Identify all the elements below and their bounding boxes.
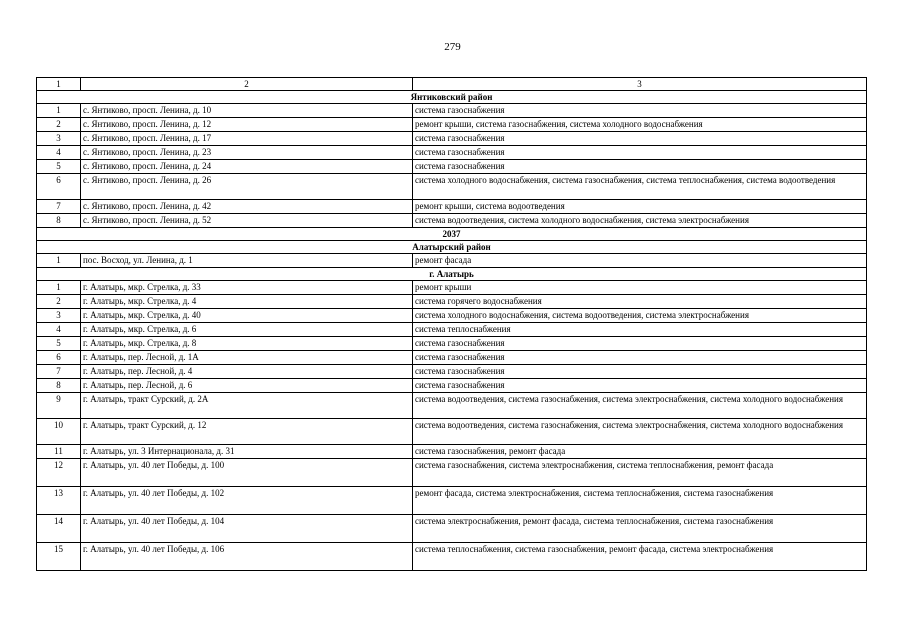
works-cell: система водоотведения, система газоснабжения, система электроснабжения, система холодного водоснабжения: [413, 419, 867, 445]
table-row: [37, 118, 867, 132]
address-cell: с. Янтиково, просп. Ленина, д. 24: [81, 160, 413, 174]
table-row: [37, 487, 867, 515]
address-cell: г. Алатырь, ул. 40 лет Победы, д. 104: [81, 515, 413, 543]
row-number: 12: [37, 459, 81, 487]
row-number: 1: [37, 254, 81, 268]
address-cell: г. Алатырь, пер. Лесной, д. 6: [81, 379, 413, 393]
row-number: 3: [37, 132, 81, 146]
column-header-1: 1: [37, 78, 81, 91]
address-cell: с. Янтиково, просп. Ленина, д. 26: [81, 174, 413, 200]
row-number: 9: [37, 393, 81, 419]
section-row: [37, 241, 867, 254]
table-row: [37, 379, 867, 393]
table-row: [37, 132, 867, 146]
row-number: 11: [37, 445, 81, 459]
row-number: 8: [37, 379, 81, 393]
section-title: 2037: [37, 228, 867, 241]
address-cell: с. Янтиково, просп. Ленина, д. 10: [81, 104, 413, 118]
row-number: 2: [37, 295, 81, 309]
row-number: 3: [37, 309, 81, 323]
row-number: 14: [37, 515, 81, 543]
section-title: Алатырский район: [37, 241, 867, 254]
row-number: 6: [37, 174, 81, 200]
works-cell: ремонт фасада, система электроснабжения, система теплоснабжения, система газоснабжения: [413, 487, 867, 515]
table-row: [37, 160, 867, 174]
table-row: [37, 323, 867, 337]
row-number: 1: [37, 104, 81, 118]
row-number: 5: [37, 160, 81, 174]
row-number: 15: [37, 543, 81, 571]
table-row: [37, 337, 867, 351]
works-cell: ремонт крыши, система водоотведения: [413, 200, 867, 214]
table-row: [37, 200, 867, 214]
address-cell: г. Алатырь, тракт Сурский, д. 12: [81, 419, 413, 445]
works-cell: система газоснабжения: [413, 160, 867, 174]
works-cell: система газоснабжения: [413, 132, 867, 146]
section-title: г. Алатырь: [37, 268, 867, 281]
table-row: [37, 515, 867, 543]
works-cell: система водоотведения, система холодного водоснабжения, система электроснабжения: [413, 214, 867, 228]
works-cell: система газоснабжения: [413, 104, 867, 118]
table-row: [37, 146, 867, 160]
address-cell: с. Янтиково, просп. Ленина, д. 12: [81, 118, 413, 132]
address-cell: пос. Восход, ул. Ленина, д. 1: [81, 254, 413, 268]
address-cell: г. Алатырь, мкр. Стрелка, д. 40: [81, 309, 413, 323]
section-row: [37, 228, 867, 241]
table-row: [37, 365, 867, 379]
works-cell: ремонт фасада: [413, 254, 867, 268]
address-cell: г. Алатырь, пер. Лесной, д. 4: [81, 365, 413, 379]
address-cell: г. Алатырь, тракт Сурский, д. 2А: [81, 393, 413, 419]
works-cell: система газоснабжения, система электроснабжения, система теплоснабжения, ремонт фасада: [413, 459, 867, 487]
address-cell: с. Янтиково, просп. Ленина, д. 17: [81, 132, 413, 146]
works-cell: система электроснабжения, ремонт фасада, система теплоснабжения, система газоснабжения: [413, 515, 867, 543]
address-cell: г. Алатырь, мкр. Стрелка, д. 4: [81, 295, 413, 309]
address-cell: г. Алатырь, ул. 40 лет Победы, д. 102: [81, 487, 413, 515]
address-cell: г. Алатырь, мкр. Стрелка, д. 6: [81, 323, 413, 337]
address-cell: г. Алатырь, мкр. Стрелка, д. 33: [81, 281, 413, 295]
works-cell: система холодного водоснабжения, система газоснабжения, система теплоснабжения, система водоотведения: [413, 174, 867, 200]
works-cell: система газоснабжения: [413, 146, 867, 160]
table-row: [37, 281, 867, 295]
address-cell: г. Алатырь, ул. 3 Интернационала, д. 31: [81, 445, 413, 459]
address-cell: г. Алатырь, пер. Лесной, д. 1А: [81, 351, 413, 365]
table-row: [37, 393, 867, 419]
table-row: [37, 445, 867, 459]
row-number: 2: [37, 118, 81, 132]
row-number: 13: [37, 487, 81, 515]
works-cell: система газоснабжения: [413, 337, 867, 351]
address-cell: г. Алатырь, ул. 40 лет Победы, д. 100: [81, 459, 413, 487]
section-title: Янтиковский район: [37, 91, 867, 104]
works-cell: ремонт крыши: [413, 281, 867, 295]
works-cell: система водоотведения, система газоснабжения, система электроснабжения, система холодного водоснабжения: [413, 393, 867, 419]
section-row: [37, 268, 867, 281]
table-row: [37, 543, 867, 571]
row-number: 10: [37, 419, 81, 445]
row-number: 6: [37, 351, 81, 365]
address-cell: г. Алатырь, мкр. Стрелка, д. 8: [81, 337, 413, 351]
works-table: [36, 77, 867, 571]
works-cell: система газоснабжения: [413, 351, 867, 365]
table-row: [37, 295, 867, 309]
works-cell: система газоснабжения: [413, 365, 867, 379]
row-number: 4: [37, 323, 81, 337]
table-row: [37, 309, 867, 323]
row-number: 7: [37, 200, 81, 214]
row-number: 8: [37, 214, 81, 228]
table-row: [37, 254, 867, 268]
address-cell: с. Янтиково, просп. Ленина, д. 23: [81, 146, 413, 160]
address-cell: с. Янтиково, просп. Ленина, д. 52: [81, 214, 413, 228]
address-cell: с. Янтиково, просп. Ленина, д. 42: [81, 200, 413, 214]
table-row: [37, 419, 867, 445]
table-row: [37, 351, 867, 365]
row-number: 1: [37, 281, 81, 295]
works-cell: система теплоснабжения: [413, 323, 867, 337]
page-number: 279: [444, 41, 461, 53]
address-cell: г. Алатырь, ул. 40 лет Победы, д. 106: [81, 543, 413, 571]
works-cell: ремонт крыши, система газоснабжения, система холодного водоснабжения: [413, 118, 867, 132]
table-row: [37, 174, 867, 200]
section-row: [37, 91, 867, 104]
column-header-2: 2: [81, 78, 413, 91]
row-number: 7: [37, 365, 81, 379]
works-cell: система горячего водоснабжения: [413, 295, 867, 309]
works-cell: система газоснабжения: [413, 379, 867, 393]
table-header-row: [37, 78, 867, 91]
column-header-3: 3: [413, 78, 867, 91]
row-number: 5: [37, 337, 81, 351]
works-cell: система теплоснабжения, система газоснабжения, ремонт фасада, система электроснабжения: [413, 543, 867, 571]
row-number: 4: [37, 146, 81, 160]
table-row: [37, 459, 867, 487]
table-row: [37, 104, 867, 118]
works-cell: система холодного водоснабжения, система водоотведения, система электроснабжения: [413, 309, 867, 323]
works-cell: система газоснабжения, ремонт фасада: [413, 445, 867, 459]
table-row: [37, 214, 867, 228]
